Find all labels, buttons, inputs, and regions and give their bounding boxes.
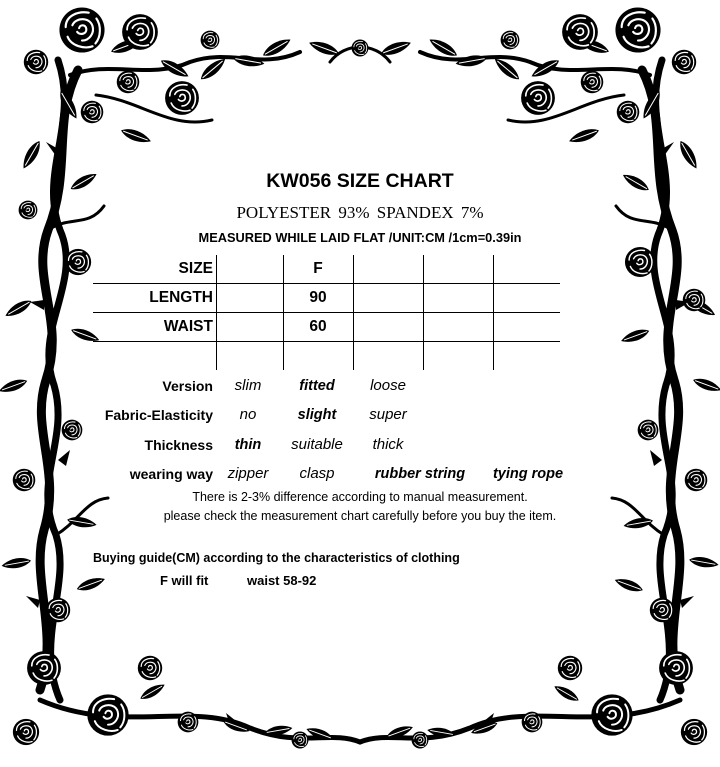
leaf-ornament bbox=[1, 556, 32, 571]
attribute-option: slim bbox=[234, 377, 262, 394]
rose-ornament bbox=[672, 50, 696, 74]
table-row-label: WAIST bbox=[163, 318, 213, 335]
thorn bbox=[484, 713, 494, 725]
rose-ornament bbox=[521, 81, 555, 115]
leaf-ornament bbox=[613, 575, 644, 594]
leaf-ornament bbox=[109, 36, 142, 56]
table-cell: 90 bbox=[309, 289, 327, 306]
leaf-ornament bbox=[426, 726, 455, 740]
attribute-label-thickness: Thickness bbox=[144, 437, 213, 453]
thorn bbox=[58, 450, 70, 466]
leaf-ornament bbox=[0, 376, 29, 395]
thorn bbox=[660, 142, 674, 156]
rose-ornament bbox=[201, 31, 220, 50]
attribute-option: thin bbox=[234, 437, 262, 453]
bottom-branch bbox=[40, 700, 680, 742]
thorn bbox=[680, 596, 694, 608]
table-rule bbox=[93, 312, 560, 313]
right-vine bbox=[642, 70, 680, 690]
rose-ornament bbox=[117, 71, 140, 94]
rose-ornament bbox=[501, 31, 520, 50]
thorn bbox=[650, 450, 662, 466]
thorn bbox=[26, 596, 40, 608]
rose-ornament bbox=[292, 732, 309, 749]
rose-ornament bbox=[591, 694, 632, 735]
rose-ornament bbox=[352, 40, 369, 57]
leaf-ornament bbox=[567, 126, 600, 146]
measurement-note: MEASURED WHILE LAID FLAT /UNIT:CM /1cm=0.39in bbox=[198, 230, 522, 245]
table-rule bbox=[423, 255, 424, 370]
rose-ornament bbox=[122, 14, 158, 50]
right-vine bbox=[654, 60, 672, 700]
leaf-ornament bbox=[307, 38, 340, 58]
top-right-branch bbox=[420, 52, 650, 75]
rose-ornament bbox=[615, 7, 660, 52]
attribute-option: fitted bbox=[299, 378, 335, 394]
rose-ornament bbox=[24, 50, 48, 74]
table-rule bbox=[216, 255, 217, 370]
table-rule bbox=[93, 283, 560, 284]
rose-ornament bbox=[13, 469, 36, 492]
leaf-ornament bbox=[385, 723, 414, 741]
rose-ornament bbox=[522, 712, 543, 733]
rose-ornament bbox=[65, 249, 91, 275]
leaf-ornament bbox=[260, 35, 293, 60]
leaf-ornament bbox=[470, 719, 499, 737]
rose-ornament bbox=[59, 7, 104, 52]
leaf-ornament bbox=[676, 138, 701, 171]
attribute-option: suitable bbox=[291, 436, 343, 453]
leaf-ornament bbox=[692, 375, 720, 394]
left-vine bbox=[48, 60, 66, 700]
leaf-ornament bbox=[222, 717, 251, 735]
leaf-ornament bbox=[264, 724, 293, 738]
rose-ornament bbox=[683, 289, 706, 312]
rose-ornament bbox=[27, 651, 61, 685]
leaf-ornament bbox=[119, 126, 152, 146]
leaf-ornament bbox=[687, 296, 718, 319]
attribute-label-wearing-way: wearing way bbox=[129, 466, 213, 482]
thorn bbox=[226, 713, 236, 725]
leaf-ornament bbox=[688, 555, 719, 570]
leaf-ornament bbox=[577, 36, 610, 56]
thorn bbox=[46, 142, 60, 156]
table-row-label: LENGTH bbox=[149, 289, 213, 306]
rose-ornament bbox=[165, 81, 199, 115]
rose-ornament bbox=[681, 719, 707, 745]
top-center-stem bbox=[330, 47, 390, 62]
attribute-option: clasp bbox=[299, 465, 335, 482]
rose-ornament bbox=[13, 719, 39, 745]
rose-ornament bbox=[412, 732, 429, 749]
top-left-branch bbox=[96, 95, 212, 122]
left-vine bbox=[40, 70, 78, 690]
rose-ornament bbox=[81, 101, 104, 124]
attribute-option: loose bbox=[370, 377, 406, 394]
rose-ornament bbox=[178, 712, 199, 733]
table-rule bbox=[353, 255, 354, 370]
rose-ornament bbox=[558, 656, 582, 680]
attribute-option: tying rope bbox=[492, 466, 564, 482]
attribute-option: super bbox=[369, 406, 407, 423]
leaf-ornament bbox=[198, 55, 229, 83]
leaf-ornament bbox=[19, 138, 44, 171]
rose-ornament bbox=[650, 598, 674, 622]
leaf-ornament bbox=[639, 88, 664, 121]
attribute-option: zipper bbox=[227, 465, 269, 482]
top-left-branch bbox=[70, 52, 300, 75]
leaf-ornament bbox=[552, 682, 581, 704]
table-row-label: SIZE bbox=[178, 260, 213, 277]
rose-ornament bbox=[46, 598, 70, 622]
leaf-ornament bbox=[75, 574, 106, 593]
leaf-ornament bbox=[56, 88, 81, 121]
leaf-ornament bbox=[455, 53, 488, 69]
attribute-option: thick bbox=[372, 436, 404, 453]
table-rule bbox=[493, 255, 494, 370]
leaf-ornament bbox=[619, 326, 650, 345]
chart-title: KW056 SIZE CHART bbox=[266, 170, 454, 192]
top-right-branch bbox=[508, 95, 624, 122]
buying-guide-size: F will fit bbox=[160, 573, 209, 588]
disclaimer-line: please check the measurement chart carefully before you buy the item. bbox=[163, 509, 557, 523]
leaf-ornament bbox=[3, 297, 34, 320]
attribute-option: rubber string bbox=[374, 466, 466, 482]
leaf-ornament bbox=[305, 725, 334, 743]
material-composition: POLYESTER 93% SPANDEX 7% bbox=[236, 203, 484, 222]
buying-guide-fit: waist 58-92 bbox=[247, 573, 317, 588]
table-rule bbox=[93, 341, 560, 342]
rose-ornament bbox=[659, 651, 693, 685]
rose-ornament bbox=[87, 694, 128, 735]
buying-guide-heading: Buying guide(CM) according to the characteristics of clothing bbox=[93, 551, 460, 565]
leaf-ornament bbox=[427, 35, 460, 60]
attribute-option: no bbox=[239, 406, 257, 423]
leaf-ornament bbox=[232, 53, 265, 69]
leaf-ornament bbox=[529, 56, 562, 81]
rose-ornament bbox=[562, 14, 598, 50]
rose-ornament bbox=[138, 656, 162, 680]
rose-ornament bbox=[581, 71, 604, 94]
rose-ornament bbox=[638, 420, 659, 441]
attribute-label-elasticity: Fabric-Elasticity bbox=[104, 407, 213, 423]
leaf-ornament bbox=[138, 681, 167, 703]
thorn bbox=[676, 300, 690, 310]
rose-ornament bbox=[62, 420, 83, 441]
table-cell: F bbox=[313, 260, 323, 277]
rose-ornament bbox=[625, 247, 655, 277]
thorn bbox=[30, 300, 44, 310]
disclaimer-line: There is 2-3% difference according to manual measurement. bbox=[192, 490, 528, 504]
table-cell: 60 bbox=[309, 318, 327, 335]
attribute-option: slight bbox=[297, 407, 337, 423]
attribute-label-version: Version bbox=[162, 378, 213, 394]
leaf-ornament bbox=[379, 38, 412, 58]
leaf-ornament bbox=[492, 55, 523, 83]
leaf-ornament bbox=[158, 56, 191, 81]
rose-ornament bbox=[617, 101, 640, 124]
rose-ornament bbox=[685, 469, 708, 492]
